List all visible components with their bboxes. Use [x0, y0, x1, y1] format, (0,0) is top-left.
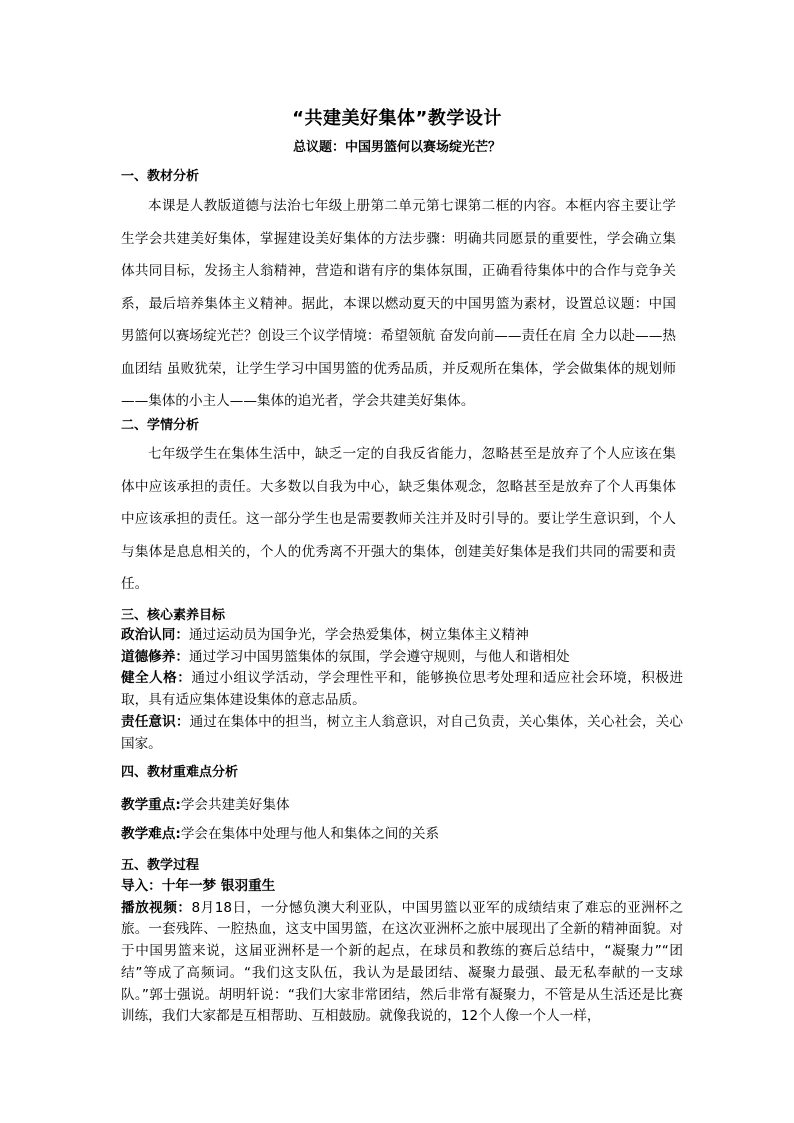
goal-label: 责任意识： — [121, 713, 190, 730]
document-subtitle: 总议题：中国男篮何以赛场绽光芒？ — [292, 140, 501, 155]
section-heading-students: 二、学情分析 — [121, 418, 200, 433]
section-heading-process: 五、教学过程 — [121, 858, 200, 873]
teaching-difficulty — [121, 822, 439, 842]
goal-text: 通过学习中国男篮集体的氛围，学会遵守规则，与他人和谐相处 — [188, 648, 570, 665]
key-point-label: 教学重点: — [121, 797, 181, 813]
document-title: “共建美好集体”教学设计 — [292, 108, 502, 129]
goal-label: 健全人格： — [121, 670, 192, 687]
difficulty-label: 教学难点: — [121, 826, 181, 842]
intro-line — [121, 876, 683, 898]
key-point-text: 学会共建美好集体 — [180, 797, 290, 813]
goal-item — [121, 625, 683, 647]
video-text: 8月18日，一分憾负澳大利亚队，中国男篮以亚军的成绩结束了难忘的亚洲杯之旅。一套残阵、一腔热血，这支中国男篮，在这次亚洲杯之旅中展现出了全新的精神面貌。对于中国男篮来说，这届亚洲杯是一个新的起点，在球员和教练的赛后总结中，“凝聚力”“团结”等成了高频词。“我们这支队伍，我认为是最团结、凝聚力最强、最无私奉献的一支球队。”郭士强说。胡明轩说：“我们大家非常团结，然后非常有凝聚力，不管是从生活还是比赛训练，我们大家都是互相帮助、互相鼓励。就像我说的，12个人像一个人一样， — [121, 899, 683, 1025]
difficulty-text: 学会在集体中处理与他人和集体之间的关系 — [180, 826, 440, 842]
core-goals-list — [121, 625, 683, 755]
students-analysis-paragraph: 七年级学生在集体生活中，缺乏一定的自我反省能力，忽略甚至是放弃了个人应该在集体中应该承担的责任。大多数以自我为中心，缺乏集体观念，忽略甚至是放弃了个人再集体中应该承担的责任。这一部分学生也是需要教师关注并及时引导的。要让学生意识到，个人与集体是息息相关的，个人的优秀离不开强大的集体，创建美好集体是我们共同的需要和责任。 — [121, 446, 676, 592]
teaching-key-point — [121, 793, 290, 813]
video-paragraph — [121, 898, 683, 1028]
section-heading-materials: 一、教材分析 — [121, 169, 200, 184]
materials-analysis-paragraph: 本课是人教版道德与法治七年级上册第二单元第七课第二框的内容。本框内容主要让学生学会共建美好集体，掌握建设美好集体的方法步骤：明确共同愿景的重要性，学会确立集体共同目标，发扬主人翁精神，营造和谐有序的集体氛围，正确看待集体中的合作与竞争关系，最后培养集体主义精神。据此，本课以燃动夏天的中国男篮为素材，设置总议题：中国男篮何以赛场绽光芒？创设三个议学情境：希望领航 奋发向前——责任在肩 全力以赴——热血团结 虽败犹荣，让学生学习中国男篮的优秀品质，并反观所在集体，学会做集体的规划师——集体的小主人——集体的追光者，学会共建美好集体。 — [121, 198, 676, 409]
goal-item — [121, 668, 683, 711]
intro-label: 导入： — [121, 878, 162, 894]
goal-item — [121, 647, 683, 669]
goal-item — [121, 712, 683, 755]
goal-text: 通过运动员为国争光，学会热爱集体，树立集体主义精神 — [188, 627, 529, 643]
teaching-process-block — [121, 876, 683, 1028]
section-heading-goals: 三、核心素养目标 — [121, 608, 226, 623]
intro-text: 十年一梦 银羽重生 — [161, 878, 276, 894]
goal-label: 道德修养： — [121, 648, 189, 665]
goal-text: 通过在集体中的担当，树立主人翁意识，对自己负责，关心集体，关心社会，关心国家。 — [121, 713, 684, 752]
section-heading-key-points: 四、教材重难点分析 — [121, 765, 239, 780]
goal-label: 政治认同： — [121, 627, 189, 643]
video-label: 播放视频： — [121, 899, 192, 916]
goal-text: 通过小组议学活动，学会理性平和，能够换位思考处理和适应社会环境，积极进取，具有适应集体建设集体的意志品质。 — [121, 670, 684, 709]
